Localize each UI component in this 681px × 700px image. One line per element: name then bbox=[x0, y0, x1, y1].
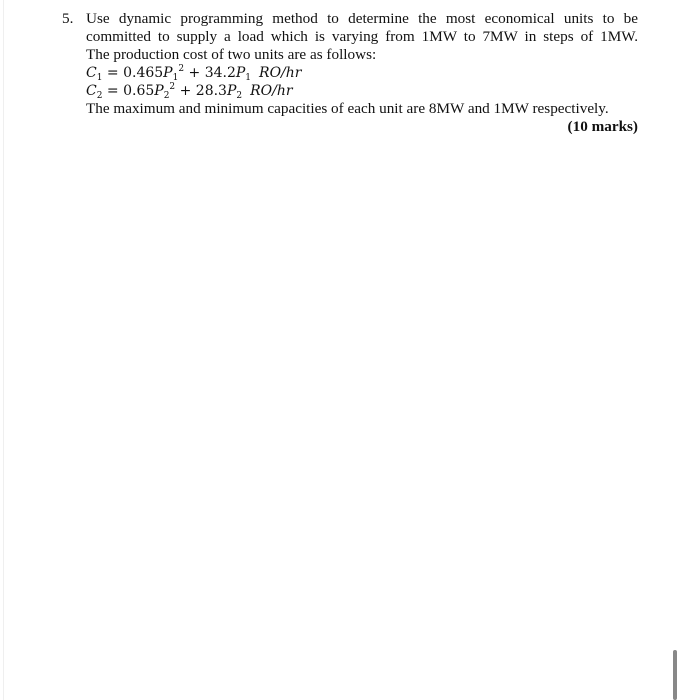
question-number: 5. bbox=[62, 10, 74, 27]
eq1-lhs-sub: 1 bbox=[96, 73, 103, 83]
eq2-p: P bbox=[154, 83, 164, 99]
eq2-lhs: C bbox=[86, 83, 97, 99]
marks-label: (10 marks) bbox=[567, 118, 638, 135]
equation-cost-unit-2 bbox=[86, 82, 638, 100]
scrollbar-thumb[interactable] bbox=[673, 650, 677, 700]
eq2-unit: RO/hr bbox=[250, 83, 293, 99]
eq2-p2-sub: 2 bbox=[236, 91, 243, 101]
eq2-p-sub: 2 bbox=[163, 91, 170, 101]
eq2-p-sup: 2 bbox=[169, 82, 176, 92]
eq1-p-sub: 1 bbox=[172, 73, 179, 83]
question-text-line-2: committed to supply a load which is varying from 1MW to 7MW in steps of 1MW. bbox=[86, 28, 638, 45]
eq1-p2: P bbox=[235, 65, 246, 81]
eq2-lhs-sub: 2 bbox=[96, 91, 103, 101]
eq1-unit: RO/hr bbox=[259, 65, 302, 81]
question-text-line-1: Use dynamic programming method to determine the most economical units to be bbox=[86, 10, 638, 27]
equation-cost-unit-1 bbox=[86, 64, 638, 82]
question-block bbox=[62, 10, 638, 136]
question-text-line-4: The maximum and minimum capacities of each unit are 8MW and 1MW respectively. bbox=[86, 100, 609, 117]
eq1-lhs: C bbox=[86, 65, 97, 81]
eq2-plus: + 28.3 bbox=[175, 83, 227, 99]
eq1-p: P bbox=[163, 65, 173, 81]
eq1-p-sup: 2 bbox=[178, 64, 185, 74]
page-edge-divider bbox=[3, 0, 4, 700]
eq2-p2: P bbox=[226, 83, 237, 99]
eq1-p2-sub: 1 bbox=[245, 73, 252, 83]
vertical-scrollbar[interactable] bbox=[670, 0, 681, 700]
eq2-equals: = 0.65 bbox=[102, 83, 155, 99]
eq1-equals: = 0.465 bbox=[102, 65, 164, 81]
eq1-plus: + 34.2 bbox=[184, 65, 236, 81]
question-text-line-3: The production cost of two units are as follows: bbox=[86, 46, 377, 63]
question-body bbox=[86, 10, 638, 136]
